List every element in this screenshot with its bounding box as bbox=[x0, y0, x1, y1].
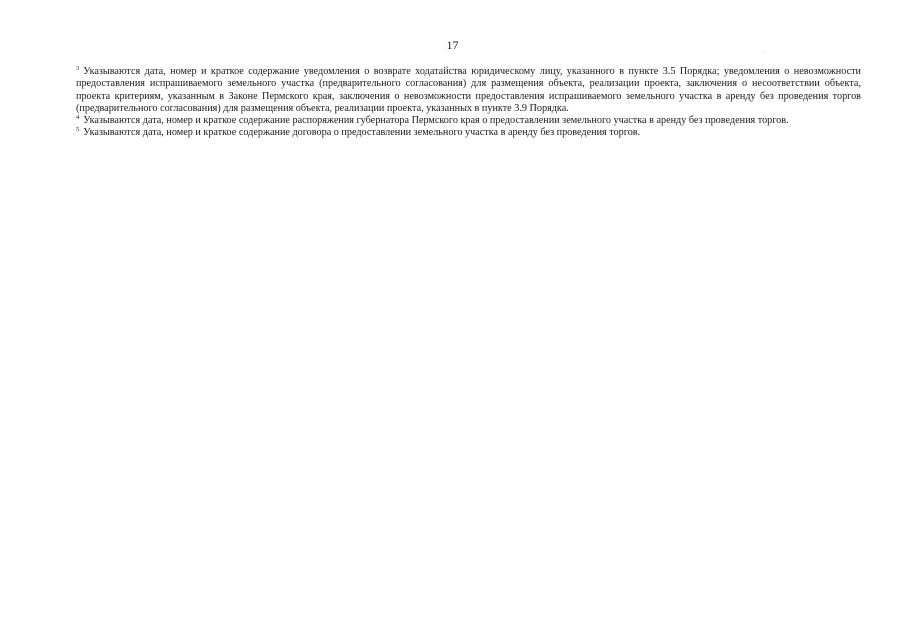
page-number: 17 bbox=[446, 38, 459, 52]
footnote-3 bbox=[76, 66, 861, 115]
footnote-3-text: Указываются дата, номер и краткое содержание уведомления о возврате ходатайства юридическому лицу, указанного в пункте 3.5 Порядка; уведомления о невозможности предоставления испрашиваемого земельного участка (предварительного согласования) для размещения объекта, реализации проекта, заключения о несоответствии объекта, проекта критериям, указанным в Законе Пермского края, заключения о невозможности предоставления испрашиваемого земельного участка в аренду без проведения торгов (предварительного согласования) для размещения объекта, реализации проекта, указанных в пункте 3.9 Порядка. bbox=[76, 66, 861, 114]
footnote-4 bbox=[76, 115, 861, 127]
footnote-4-mark: 4 bbox=[76, 114, 80, 122]
footnote-5 bbox=[76, 127, 861, 139]
scan-speck: . bbox=[764, 48, 766, 54]
footnote-5-mark: 5 bbox=[76, 126, 80, 134]
footnotes-section bbox=[76, 66, 861, 140]
footnote-3-mark: 3 bbox=[76, 65, 80, 72]
footnote-4-text: Указываются дата, номер и краткое содержание распоряжения губернатора Пермского края о предоставлении земельного участка в аренду без проведения торгов. bbox=[83, 115, 789, 127]
footnote-5-text: Указываются дата, номер и краткое содержание договора о предоставлении земельного участка в аренду без проведения торгов. bbox=[83, 127, 641, 139]
